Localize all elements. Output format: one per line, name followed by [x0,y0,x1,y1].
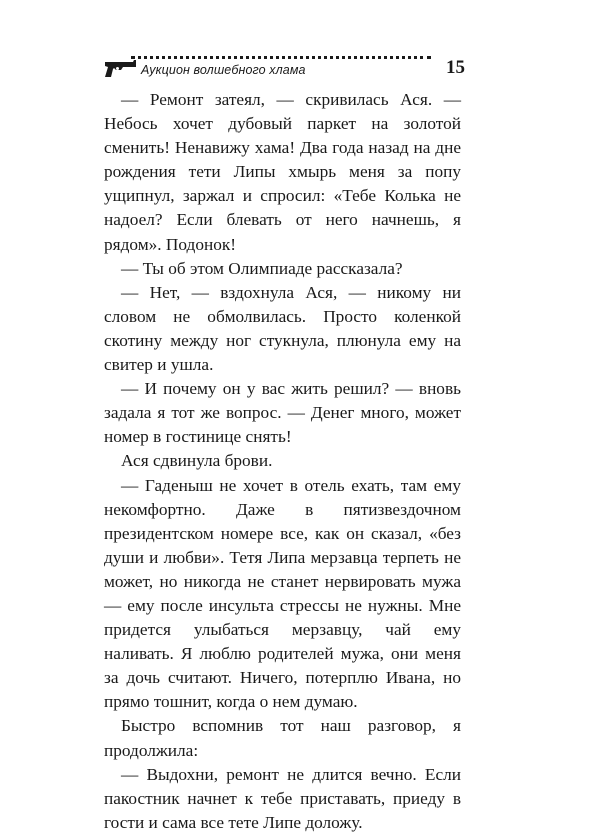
paragraph: Быстро вспомнив тот наш разговор, я продолжила: [104,716,461,760]
paragraph: — И почему он у вас жить решил? — вновь задала я тот же вопрос. — Денег много, может номер в гостинице снять! [104,379,461,447]
dotted-rule [131,56,431,59]
pistol-icon [103,58,137,78]
running-title: Аукцион волшебного хлама [141,63,306,77]
paragraph: Ася сдвинула брови. [121,451,273,471]
page-number: 15 [446,57,465,78]
paragraph: — Нет, — вздохнула Ася, — никому ни словом не обмолвилась. Просто коленкой скотину между ног стукнула, плюнула ему на свитер и ушла. [104,282,461,375]
body-text [104,88,461,835]
page-header [103,52,465,86]
paragraph: — Выдохни, ремонт не длится вечно. Если пакостник начнет к тебе приставать, приеду в гости и сама все тете Липе доложу. [104,764,461,832]
paragraph: — Ты об этом Олимпиаде рассказала? [121,258,403,278]
paragraph: — Ремонт затеял, — скривилась Ася. — Небось хочет дубовый паркет на золотой сменить! Ненавижу хама! Два года назад на дне рождения тети Липы хмырь меня за попу ущипнул, заржал и спросил: «Тебе Колька не надоел? Если блевать от него начнешь, я рядом». Подонок! [104,90,461,254]
paragraph: — Гаденыш не хочет в отель ехать, там ему некомфортно. Даже в пятизвездочном президентском номере все, как он сказал, «без души и любви». Тетя Липа мерзавца терпеть не может, но никогда не станет нервировать мужа — ему после инсульта стрессы не нужны. Мне придется улыбаться мерзавцу, чай ему наливать. Я люблю родителей мужа, они меня за дочь считают. Ничего, потерплю Ивана, но прямо тошнит, когда о нем думаю. [104,475,461,712]
